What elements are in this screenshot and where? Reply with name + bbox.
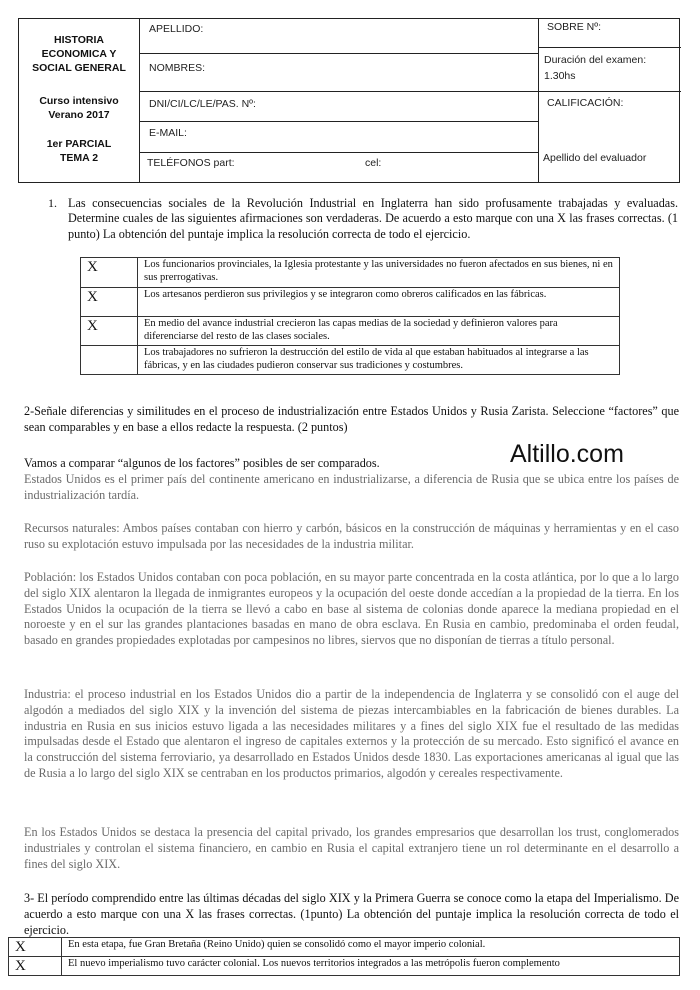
duracion-value: 1.30hs [544, 70, 576, 82]
course-info [19, 19, 139, 182]
q1-options-table [80, 257, 620, 375]
term-line-1: Curso intensivo [39, 95, 119, 107]
watermark-logo: Altillo.com [510, 440, 624, 468]
q1-option-mark[interactable]: X [81, 317, 138, 346]
q3-option-mark[interactable]: X [9, 938, 62, 957]
q3-option-row [9, 938, 680, 957]
course-line-3: SOCIAL GENERAL [32, 62, 126, 74]
q1-option-row [81, 317, 620, 346]
q3-options-table [8, 937, 680, 976]
header-line [139, 91, 538, 92]
course-line-2: ECONOMICA Y [41, 48, 117, 60]
header-line [538, 91, 681, 92]
q2-answer-paragraph: Industria: el proceso industrial en los Estados Unidos dio a partir de la independencia de Inglaterra y se consolidó con el auge del algodón a mediados del siglo XIX y la invención del sistema de piezas intercambiables en la fabricación de bienes durables. La industria en Rusia en sus inicios estuvo ligada a las necesidades militares y a fines del siglo XIX fue el resultado de las medidas impulsadas desde el Estado que alentaron el ingreso de capitales externos y la protección de su mercado. Esto significó el avance en la construcción del sistema ferroviario, ya desarrollado en Estados Unidos desde 1830. Las exportaciones americanas al igual que las de Rusia a lo largo del siglo XIX se centraban en los productos primarios, algodón y cereales respectivamente. [24, 687, 679, 780]
q3-option-mark[interactable]: X [9, 957, 62, 976]
header-line [139, 121, 538, 122]
q1-option-mark[interactable] [81, 346, 138, 375]
q2-answer-paragraph: Recursos naturales: Ambos países contaban con hierro y carbón, básicos en la construcción de máquinas y herramientas y en el caso ruso su explotación estuvo impulsada por las necesidades de la industria militar. [24, 521, 679, 551]
header-divider-left [139, 19, 140, 182]
q1-option-text: En medio del avance industrial crecieron las capas medias de la sociedad y definieron valores para diferenciarse del resto de las clases sociales. [138, 317, 620, 346]
q1-option-row [81, 346, 620, 375]
header-line [139, 152, 538, 153]
apellido-field[interactable]: APELLIDO: [149, 23, 204, 35]
header-line [538, 47, 681, 48]
q2-answer-paragraph: Población: los Estados Unidos contaban con poca población, en su mayor parte concentrada en la costa atlántica, por lo que a lo largo del siglo XIX alentaron la llegada de inmigrantes europeos y la ocupación del oeste donde accedían a la propiedad de la tierra. En los Estados Unidos la ocupación de la tierra se llevó a cabo en base al sistema de colonias donde aparece la mediana propiedad en el noroeste y en el sur las grandes plantaciones basadas en mano de obra esclava. En Rusia en cambio, predominaba el orden feudal, basado en grandes propiedades explotadas por campesinos no libres, siervos que no disponían de tierras a título personal. [24, 570, 679, 648]
dni-field[interactable]: DNI/CI/LC/LE/PAS. Nº: [149, 98, 256, 110]
nombres-field[interactable]: NOMBRES: [149, 62, 206, 74]
term-line-2: Verano 2017 [48, 109, 110, 121]
q2-answer-paragraph: En los Estados Unidos se destaca la presencia del capital privado, los grandes empresarios que desarrollan los trust, conglomerados industriales y controlan el sistema financiero, en cambio en Rusia el capital extranjero tiene un rol determinante en el desarrollo a fines del siglo XIX. [24, 825, 679, 871]
q3-option-text: En esta etapa, fue Gran Bretaña (Reino Unido) quien se consolidó como el mayor imperio colonial. [62, 938, 680, 957]
course-line-1: HISTORIA [54, 34, 104, 46]
calificacion-field[interactable]: CALIFICACIÓN: [547, 97, 624, 109]
sobre-field[interactable]: SOBRE Nº: [547, 21, 602, 33]
exam-header [18, 18, 680, 183]
q1-option-mark[interactable]: X [81, 288, 138, 317]
q1-option-mark[interactable]: X [81, 258, 138, 288]
q1-option-text: Los funcionarios provinciales, la Iglesia protestante y las universidades no fueron afectados en sus bienes, ni en sus prerrogativas. [138, 258, 620, 288]
q1-number: 1. [48, 196, 57, 210]
q3-option-row [9, 957, 680, 976]
q1-option-text: Los artesanos perdieron sus privilegios y se integraron como obreros calificados en las fábricas. [138, 288, 620, 317]
q2-intro: Vamos a comparar “algunos de los factores” posibles de ser comparados. [24, 456, 380, 470]
q1-option-row [81, 258, 620, 288]
q3-statement: 3- El período comprendido entre las últimas décadas del siglo XIX y la Primera Guerra se conoce como la etapa del Imperialismo. De acuerdo a esto marque con una X las frases correctas. (1punto) La obtención del puntaje implica la resolución correcta de todo el ejercicio. [24, 891, 679, 937]
cel-field[interactable]: cel: [365, 157, 382, 169]
q1-statement: Las consecuencias sociales de la Revolución Industrial en Inglaterra han sido profusamente trabajadas y evaluadas. Determine cuales de las siguientes afirmaciones son verdaderas. De acuerdo a esto marque con una X las frases correctas. (1 punto) La obtención del puntaje implica la resolución correcta de todo el ejercicio. [68, 196, 678, 241]
duracion-label: Duración del examen: [544, 54, 647, 66]
q2-answer-paragraph: Estados Unidos es el primer país del continente americano en industrializarse, a diferencia de Rusia que se ubica entre los países de industrialización tardía. [24, 472, 679, 502]
q1-option-row [81, 288, 620, 317]
telefono-field[interactable]: TELÉFONOS part: [147, 157, 235, 169]
q2-statement: 2-Señale diferencias y similitudes en el proceso de industrialización entre Estados Unidos y Rusia Zarista. Seleccione “factores” que sean comparables y en base a ellos redacte la respuesta. (2 puntos) [24, 404, 679, 434]
exam-line-1: 1er PARCIAL [46, 138, 112, 150]
header-line [139, 53, 538, 54]
q1-option-text: Los trabajadores no sufrieron la destrucción del estilo de vida al que estaban habituados al integrarse a las fábricas, y en las ciudades pudieron conservar sus tradiciones y costumbres. [138, 346, 620, 375]
evaluador-field[interactable]: Apellido del evaluador [543, 152, 647, 164]
email-field[interactable]: E-MAIL: [149, 127, 187, 139]
q3-option-text: El nuevo imperialismo tuvo carácter colonial. Los nuevos territorios integrados a las metrópolis fueron complemento [62, 957, 680, 976]
exam-line-2: TEMA 2 [59, 152, 99, 164]
header-divider-right [538, 19, 539, 182]
